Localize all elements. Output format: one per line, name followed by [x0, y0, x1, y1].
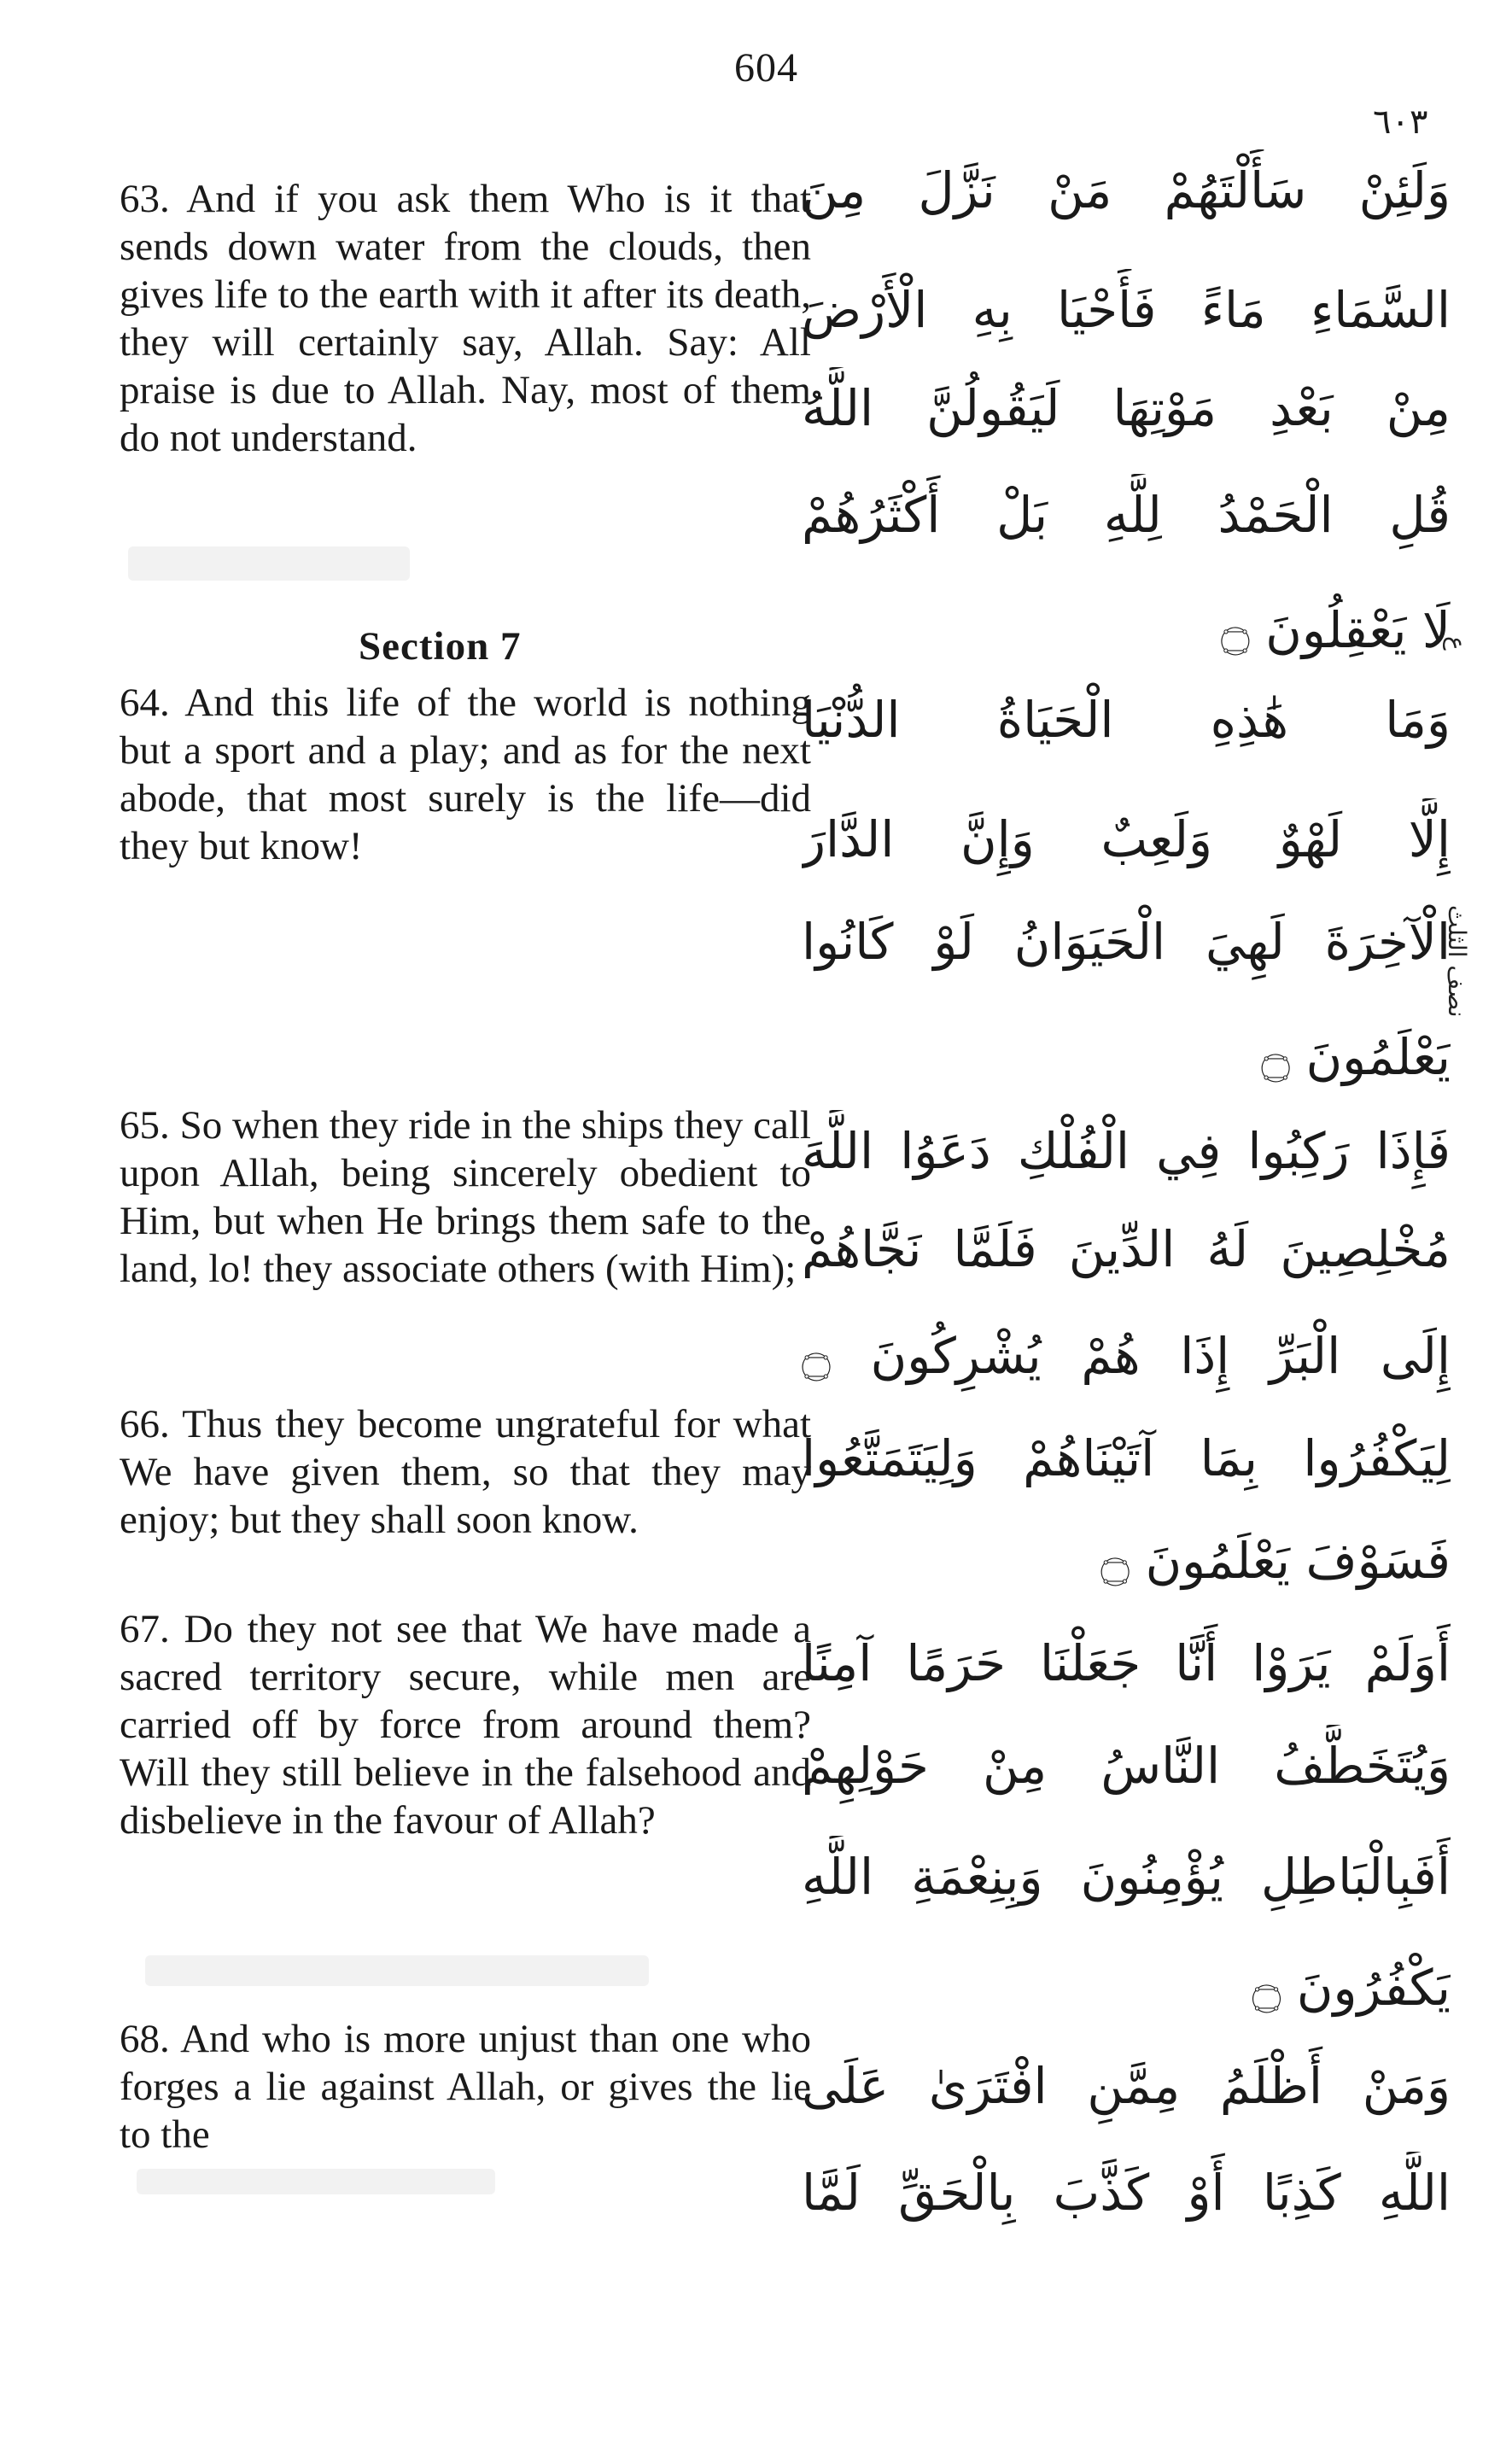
arabic-line: وَمَنْ أَظْلَمُ مِمَّنِ افْتَرَىٰ عَلَى — [802, 2057, 1451, 2115]
scan-artifact — [145, 1955, 649, 1986]
arabic-line: لَا يَعْقِلُونَ ۝ — [1220, 601, 1451, 659]
verse-65-translation: 65. So when they ride in the ships they call upon Allah, being sincerely obedient to Him, but when He brings them safe to the land, lo! they associate others (with Him); — [120, 1103, 811, 1291]
arabic-line: لِيَكْفُرُوا بِمَا آتَيْنَاهُمْ وَلِيَتَمَتَّعُوا — [802, 1429, 1451, 1487]
verse-66-translation: 66. Thus they become ungrateful for what We have given them, so that they may enjoy; but they shall soon know. — [120, 1402, 811, 1542]
verse-63-translation: 63. And if you ask them Who is it that sends down water from the clouds, then gives life to the earth with it after its death, they will certainly say, Allah. Say: All praise is due to Allah. Nay, most of them do not understand. — [120, 177, 811, 460]
arabic-line: الْآخِرَةَ لَهِيَ الْحَيَوَانُ لَوْ كَانُوا — [802, 913, 1451, 971]
scan-artifact — [137, 2169, 495, 2194]
arabic-line: مُخْلِصِينَ لَهُ الدِّينَ فَلَمَّا نَجَّاهُمْ — [802, 1220, 1451, 1278]
arabic-line: يَكْفُرُونَ ۝ — [1252, 1959, 1451, 2017]
arabic-line: وَيُتَخَطَّفُ النَّاسُ مِنْ حَوْلِهِمْ — [802, 1737, 1451, 1795]
arabic-line: يَعْلَمُونَ ۝ — [1261, 1028, 1451, 1086]
verse-67-translation: 67. Do they not see that We have made a sacred territory secure, while men are carried off by force from around them? Will they still believe in the falsehood and disbelieve in the favour of Allah? — [120, 1607, 811, 1843]
scan-artifact — [128, 546, 410, 581]
arabic-line: اللَّهِ كَذِبًا أَوْ كَذَّبَ بِالْحَقِّ لَمَّا — [802, 2164, 1451, 2222]
arabic-line: أَفَبِالْبَاطِلِ يُؤْمِنُونَ وَبِنِعْمَةِ اللَّهِ — [802, 1848, 1451, 1906]
arabic-line: إِلَى الْبَرِّ إِذَا هُمْ يُشْرِكُونَ ۝ — [802, 1327, 1451, 1385]
page-number: 604 — [734, 45, 798, 91]
arabic-page-number: ٦٠٣ — [1373, 102, 1428, 142]
arabic-line: وَلَئِنْ سَأَلْتَهُمْ مَنْ نَزَّلَ مِنَ — [802, 161, 1451, 219]
arabic-line: فَإِذَا رَكِبُوا فِي الْفُلْكِ دَعَوُا اللَّهَ — [802, 1122, 1451, 1180]
verse-64-translation: 64. And this life of the world is nothing but a sport and a play; and as for the next abode, that most surely is the life—did they but know! — [120, 681, 811, 868]
arabic-line: أَوَلَمْ يَرَوْا أَنَّا جَعَلْنَا حَرَمًا آمِنًا — [802, 1634, 1451, 1692]
arabic-line: قُلِ الْحَمْدُ لِلَّهِ بَلْ أَكْثَرُهُمْ — [802, 486, 1451, 544]
ruku-margin-mark: ع — [1443, 636, 1471, 651]
arabic-line: فَسَوْفَ يَعْلَمُونَ ۝ — [1100, 1532, 1451, 1590]
section-heading: Section 7 — [359, 624, 522, 669]
arabic-line: مِنْ بَعْدِ مَوْتِهَا لَيَقُولُنَّ اللَّهُ — [802, 379, 1451, 437]
arabic-line: وَمَا هَٰذِهِ الْحَيَاةُ الدُّنْيَا — [802, 691, 1451, 749]
manzil-margin-mark: نصف الثلث — [1443, 905, 1471, 1018]
verse-68-translation: 68. And who is more unjust than one who forges a lie against Allah, or gives the lie to the — [120, 2017, 811, 2157]
arabic-line: إِلَّا لَهْوٌ وَلَعِبٌ وَإِنَّ الدَّارَ — [802, 810, 1451, 868]
arabic-line: السَّمَاءِ مَاءً فَأَحْيَا بِهِ الْأَرْضَ — [802, 281, 1451, 339]
